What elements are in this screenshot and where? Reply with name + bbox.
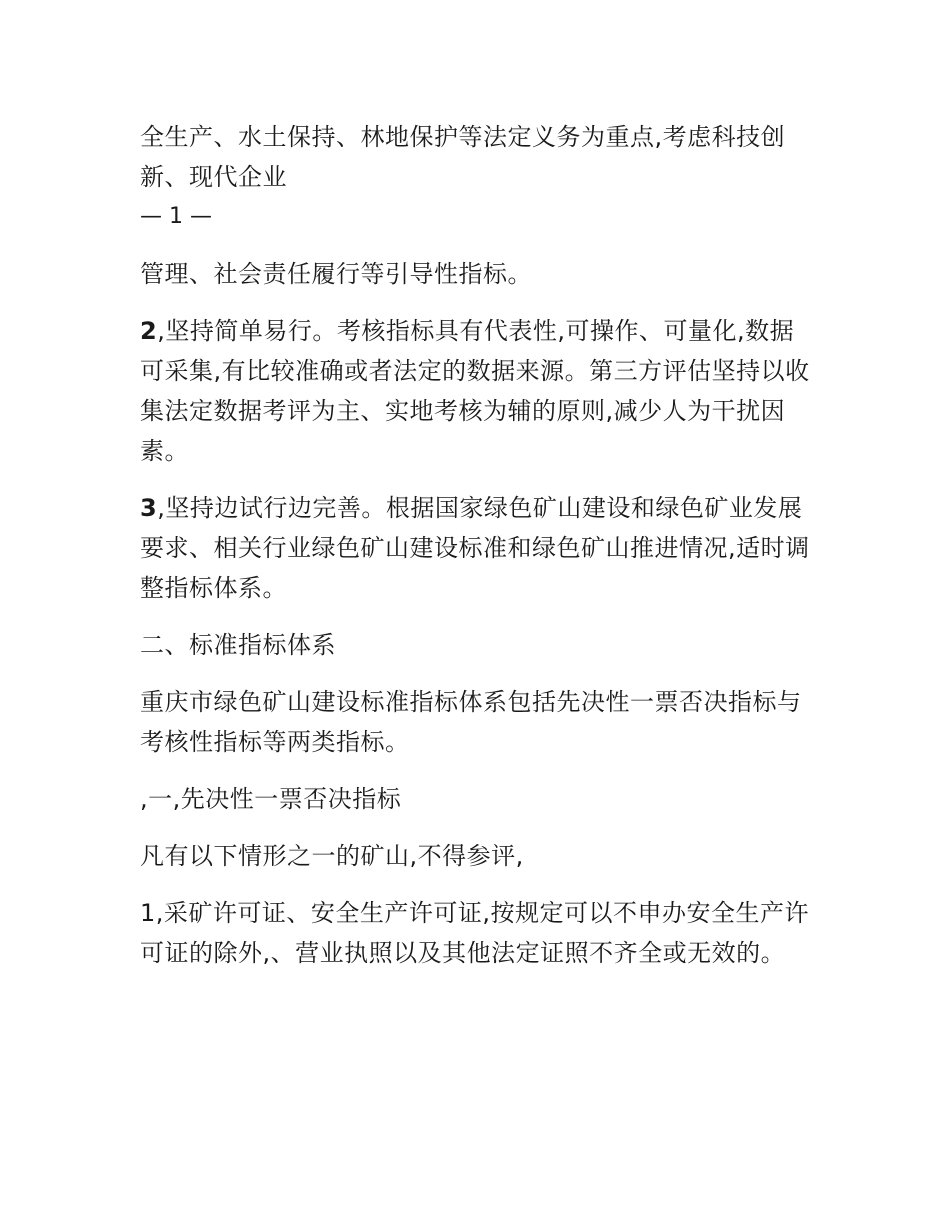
paragraph-8: 凡有以下情形之一的矿山,不得参评, xyxy=(140,842,524,870)
paragraph-6: 重庆市绿色矿山建设标准指标体系包括先决性一票否决指标与考核性指标等两类指标。 xyxy=(140,688,802,756)
paragraph-9: 1,采矿许可证、安全生产许可证,按规定可以不申办安全生产许可证的除外,、营业执照以及其他法定证照不齐全或无效的。 xyxy=(140,899,810,967)
page-number: — 1 — xyxy=(140,204,212,229)
paragraph-4-number: 3 xyxy=(140,494,158,522)
paragraph-4 xyxy=(140,488,810,608)
paragraph-1: 全生产、水土保持、林地保护等法定义务为重点,考虑科技创新、现代企业 xyxy=(140,123,786,191)
paragraph-4-text: ,坚持边试行边完善。根据国家绿色矿山建设和绿色矿业发展要求、相关行业绿色矿山建设标准和绿色矿山推进情况,适时调整指标体系。 xyxy=(140,494,810,602)
paragraph-3-text: ,坚持简单易行。考核指标具有代表性,可操作、可量化,数据可采集,有比较准确或者法定的数据来源。第三方评估坚持以收集法定数据考评为主、实地考核为辅的原则,减少人为干扰因素。 xyxy=(140,317,810,465)
subsection-heading: ,一,先决性一票否决指标 xyxy=(140,785,402,813)
section-heading: 二、标准指标体系 xyxy=(140,631,336,659)
document-page xyxy=(140,117,810,973)
paragraph-2: 管理、社会责任履行等引导性指标。 xyxy=(140,260,532,288)
paragraph-3-number: 2 xyxy=(140,317,158,345)
paragraph-3 xyxy=(140,311,810,471)
